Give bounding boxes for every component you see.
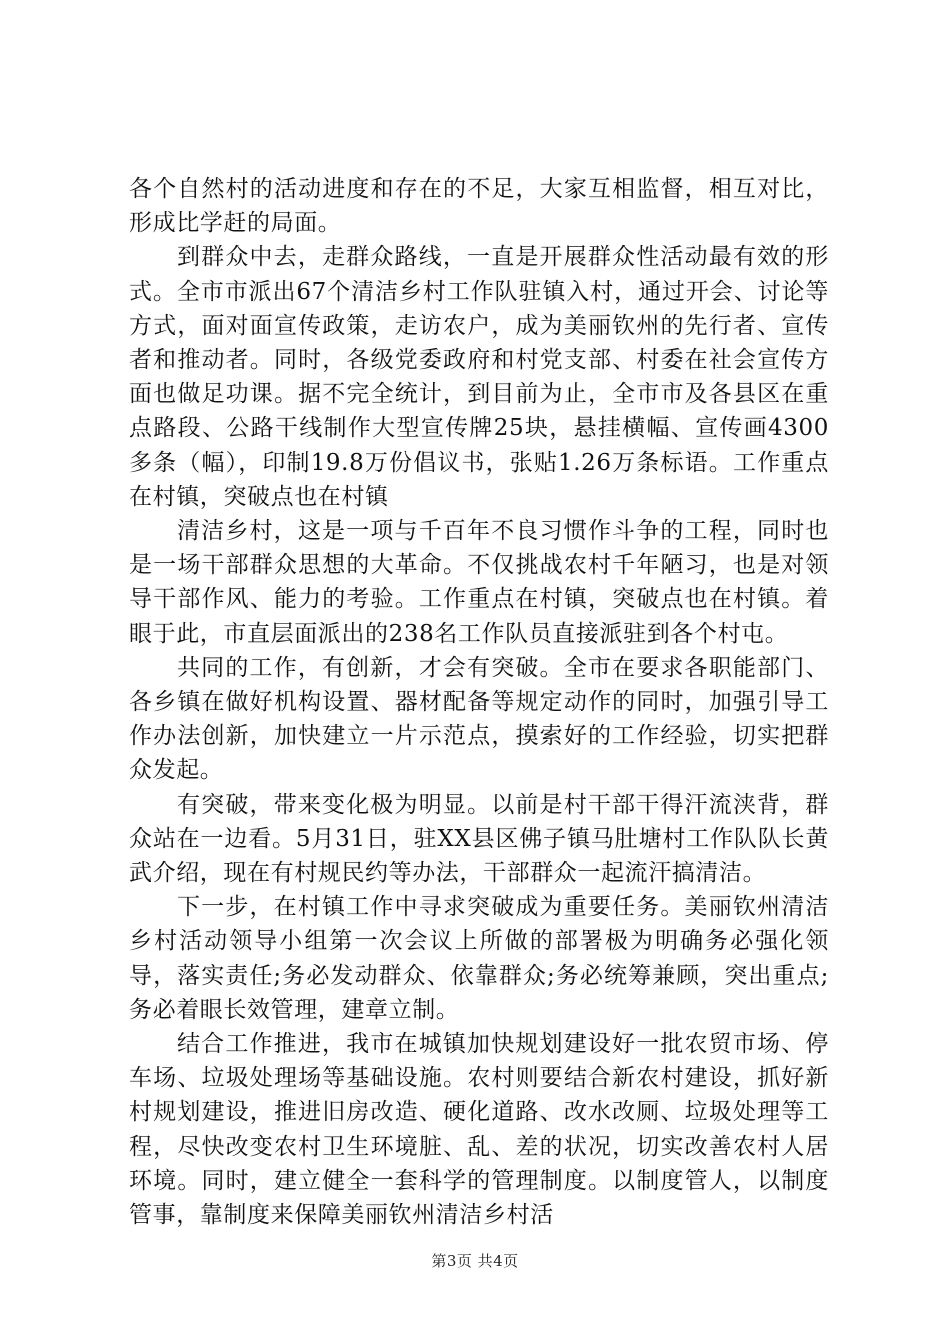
paragraph: 清洁乡村，这是一项与千百年不良习惯作斗争的工程，同时也是一场干部群众思想的大革命。不仅挑战农村千年陋习，也是对领导干部作风、能力的考验。工作重点在村镇，突破点也在村镇。着眼于此，市直层面派出的238名工作队员直接派驻到各个村屯。 (129, 518, 829, 647)
paragraph: 共同的工作，有创新，才会有突破。全市在要求各职能部门、各乡镇在做好机构设置、器材配备等规定动作的同时，加强引导工作办法创新，加快建立一片示范点，摸索好的工作经验，切实把群众发起。 (129, 654, 829, 784)
paragraph: 结合工作推进，我市在城镇加快规划建设好一批农贸市场、停车场、垃圾处理场等基础设施。农村则要结合新农村建设，抓好新村规划建设，推进旧房改造、硬化道路、改水改厕、垃圾处理等工程，尽快改变农村卫生环境脏、乱、差的状况，切实改善农村人居环境。同时，建立健全一套科学的管理制度。以制度管人，以制度管事，靠制度来保障美丽钦州清洁乡村活 (129, 1031, 829, 1229)
paragraph: 下一步，在村镇工作中寻求突破成为重要任务。美丽钦州清洁乡村活动领导小组第一次会议上所做的部署极为明确务必强化领导，落实责任;务必发动群众、依靠群众;务必统筹兼顾，突出重点;务必着眼长效管理，建章立制。 (129, 894, 829, 1023)
paragraph: 到群众中去，走群众路线，一直是开展群众性活动最有效的形式。全市市派出67个清洁乡村工作队驻镇入村，通过开会、讨论等方式，面对面宣传政策，走访农户，成为美丽钦州的先行者、宣传者和推动者。同时，各级党委政府和村党支部、村委在社会宣传方面也做足功课。据不完全统计，到目前为止，全市市及各县区在重点路段、公路干线制作大型宣传牌25块，悬挂横幅、宣传画4300多条（幅），印制19.8万份倡议书，张贴1.26万条标语。工作重点在村镇，突破点也在村镇 (129, 244, 829, 510)
page-number-footer: 第3页 共4页 (431, 1252, 519, 1270)
document-body (129, 172, 829, 1232)
paragraph-continuation: 各个自然村的活动进度和存在的不足，大家互相监督，相互对比，形成比学赶的局面。 (129, 176, 829, 237)
paragraph: 有突破，带来变化极为明显。以前是村干部干得汗流浃背，群众站在一边看。5月31日，驻XX县区佛子镇马肚塘村工作队队长黄武介绍，现在有村规民约等办法，干部群众一起流汗搞清洁。 (129, 791, 829, 887)
